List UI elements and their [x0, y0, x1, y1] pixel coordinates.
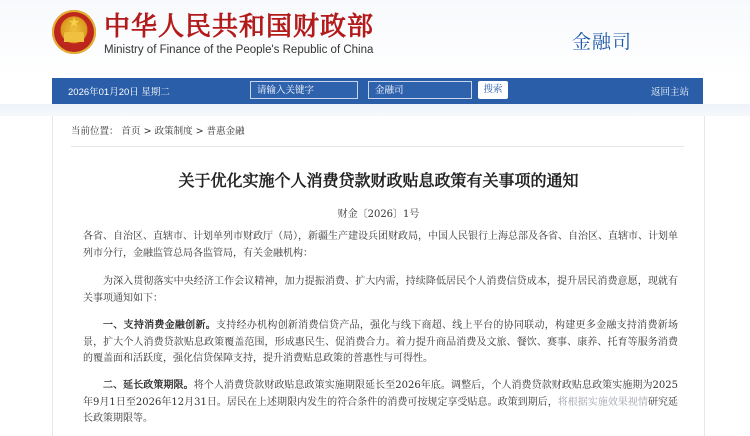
- breadcrumb-policy[interactable]: 政策制度: [154, 126, 193, 137]
- document-number: 财金〔2026〕1号: [337, 209, 420, 220]
- section-2-faded: 将根据实施效果视情: [557, 396, 648, 408]
- breadcrumb-inclusive-finance[interactable]: 普惠金融: [206, 126, 245, 137]
- breadcrumb-home[interactable]: 首页: [121, 126, 141, 137]
- return-home-link[interactable]: 返回主站: [650, 87, 689, 98]
- page-background-band: [0, 104, 750, 116]
- section-1-heading: 一、支持消费金融创新。: [103, 320, 216, 331]
- site-title[interactable]: 中华人民共和国财政部: [104, 12, 375, 42]
- search-button[interactable]: 搜索: [478, 81, 508, 99]
- search-input[interactable]: 请输入关键字: [250, 81, 358, 99]
- department-name: 金融司: [572, 31, 633, 53]
- section-2-body: 将个人消费贷款财政贴息政策实施期限延长至2026年底。调整后，个人消费贷款财政贴息政策实施期为2025年9月1日至2026年12月31日。居民在上述期限内发生的符合条件的消费可按规定享受贴息。政策到期后，: [83, 380, 678, 408]
- section-2-heading: 二、延长政策期限。: [103, 380, 194, 391]
- department-select[interactable]: 金融司: [368, 81, 472, 99]
- breadcrumb-separator: >: [143, 126, 152, 137]
- breadcrumb-prefix: 当前位置：: [71, 126, 119, 137]
- breadcrumb-separator: >: [195, 126, 204, 137]
- document-intro: 为深入贯彻落实中央经济工作会议精神，加力提振消费、扩大内需，持续降低居民个人消费信贷成本，提升居民消费意愿，现就有关事项通知如下：: [83, 276, 678, 304]
- article-panel: [52, 116, 705, 436]
- breadcrumb: [71, 126, 684, 147]
- top-navbar: [52, 78, 703, 104]
- site-header: [0, 0, 750, 76]
- section-1: [83, 318, 678, 368]
- document-addressee: 各省、自治区、直辖市、计划单列市财政厅（局），新疆生产建设兵团财政局，中国人民银行上海总部及各省、自治区、直辖市、计划单列市分行，金融监管总局各监管局，有关金融机构：: [83, 231, 678, 259]
- national-emblem-icon: ★: [52, 10, 96, 54]
- site-title-english: Ministry of Finance of the People's Republic of China: [104, 44, 374, 56]
- section-2-tail: 研究延长政策期限等。: [83, 396, 679, 424]
- current-date: 2026年01月20日 星期二: [68, 87, 170, 98]
- document-title: 关于优化实施个人消费贷款财政贴息政策有关事项的通知: [178, 171, 579, 190]
- section-1-body: 支持经办机构创新消费信贷产品，强化与线下商超、线上平台的协同联动，构建更多金融支持消费新场景，扩大个人消费贷款贴息政策覆盖范围，形成惠民生、促消费合力。着力提升商品消费及文旅、餐饮、赛事、康养、托育等服务消费的覆盖面和活跃度，强化信贷保障支持，提升消费贴息政策的普惠性与可得性。: [83, 320, 678, 364]
- section-2: [83, 378, 678, 428]
